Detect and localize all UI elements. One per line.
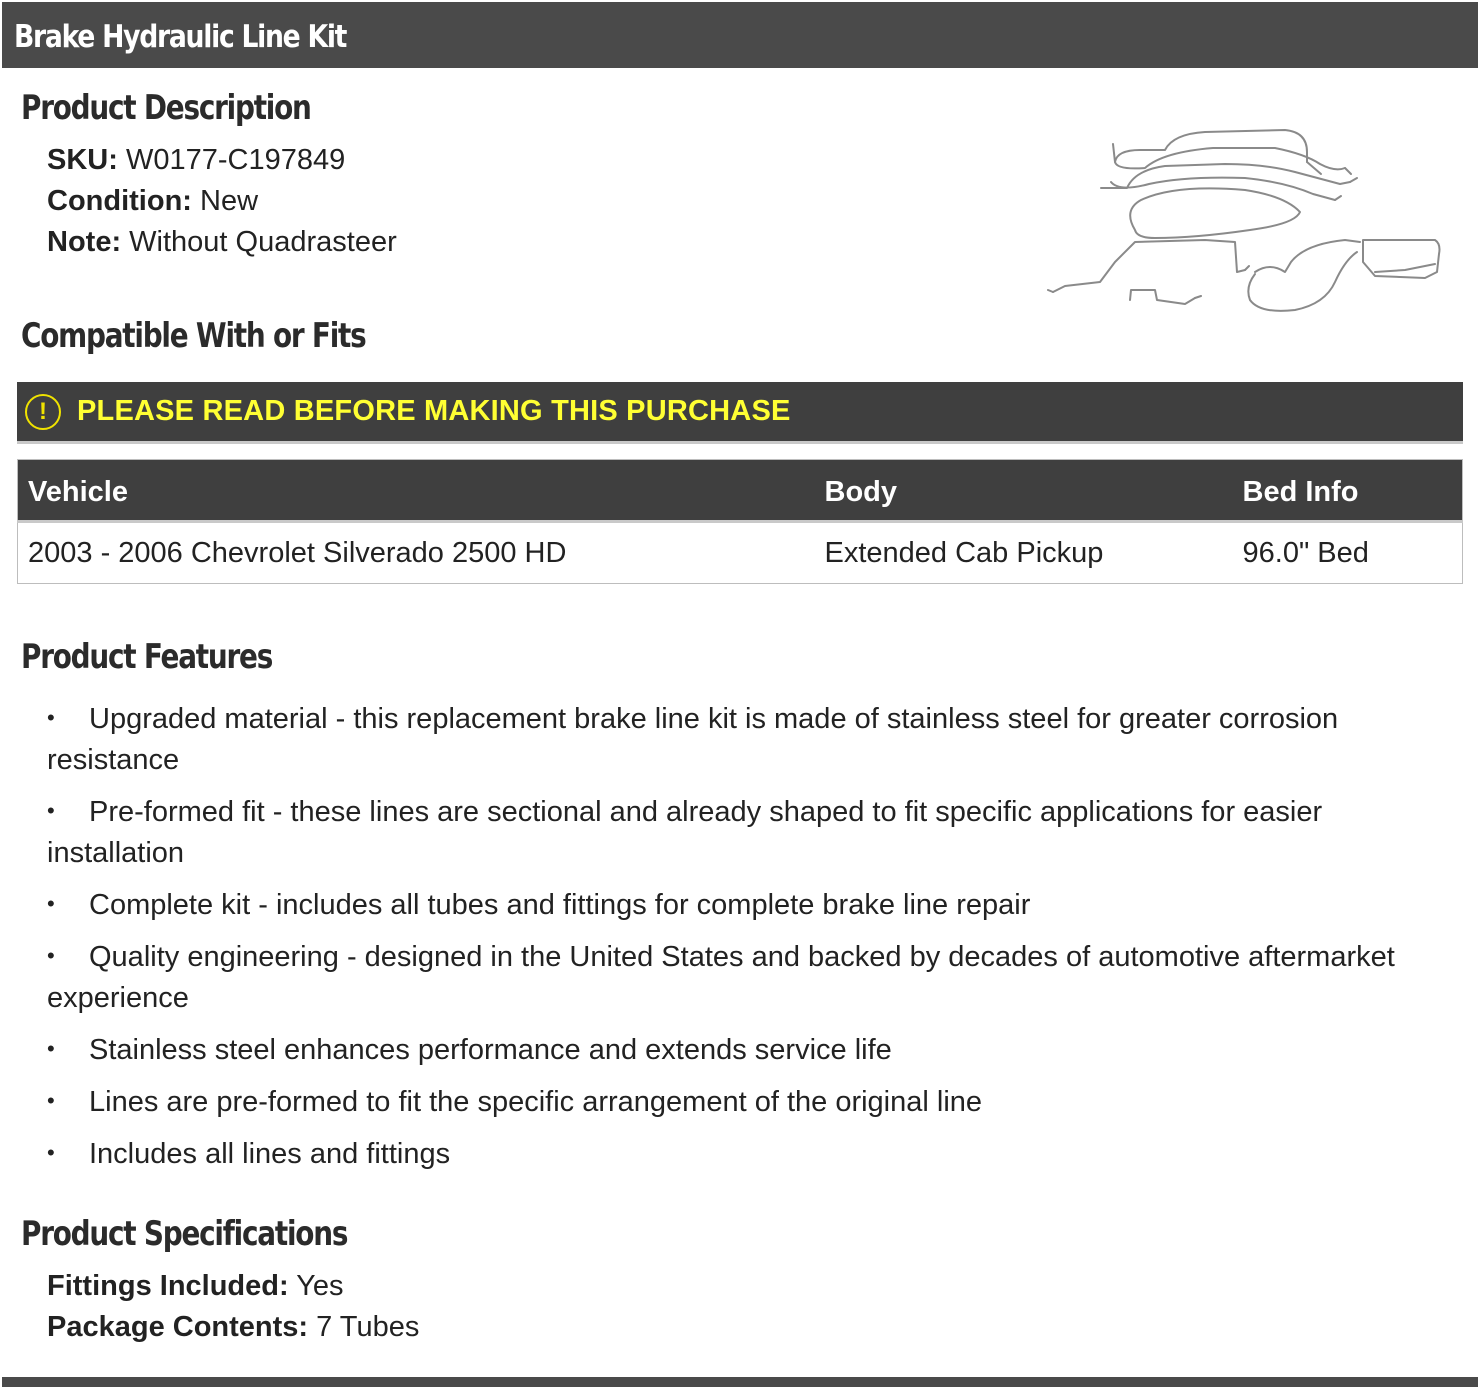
title-bar bbox=[2, 2, 1478, 68]
bullet-icon: • bbox=[47, 1036, 55, 1061]
features-heading: Product Features bbox=[21, 637, 273, 677]
list-item bbox=[47, 1028, 1462, 1071]
note-label: Note: bbox=[47, 226, 122, 258]
compat-heading: Compatible With or Fits bbox=[21, 316, 366, 356]
exclamation-circle-icon: ! bbox=[25, 394, 61, 430]
feature-text: Lines are pre-formed to fit the specific arrangement of the original line bbox=[89, 1086, 983, 1118]
sku-label: SKU: bbox=[47, 144, 118, 176]
sku-row bbox=[47, 143, 345, 177]
condition-value: New bbox=[200, 185, 259, 217]
list-item bbox=[47, 935, 1462, 1019]
bullet-icon: • bbox=[47, 1088, 55, 1113]
feature-text: Includes all lines and fittings bbox=[89, 1138, 451, 1170]
fittings-value: Yes bbox=[296, 1270, 344, 1302]
fittings-row bbox=[47, 1269, 344, 1303]
feature-text: Complete kit - includes all tubes and fittings for complete brake line repair bbox=[89, 889, 1031, 921]
column-header-bed-info: Bed Info bbox=[1233, 460, 1463, 522]
purchase-notice-text: PLEASE READ BEFORE MAKING THIS PURCHASE bbox=[77, 395, 791, 427]
cell-bed-info: 96.0" Bed bbox=[1242, 536, 1369, 569]
list-item bbox=[47, 790, 1462, 874]
table-row bbox=[18, 522, 1463, 584]
purchase-notice-banner bbox=[17, 382, 1463, 444]
table-header-row bbox=[18, 460, 1463, 522]
sku-value: W0177-C197849 bbox=[125, 144, 346, 176]
condition-label: Condition: bbox=[47, 185, 192, 217]
fitment-table bbox=[17, 459, 1463, 584]
condition-row bbox=[47, 184, 258, 218]
package-row bbox=[47, 1310, 419, 1344]
bullet-icon: • bbox=[47, 943, 55, 968]
bullet-icon: • bbox=[47, 891, 55, 916]
list-item bbox=[47, 697, 1462, 781]
feature-text: Quality engineering - designed in the United States and backed by decades of automotive aftermarket experience bbox=[47, 941, 1395, 1014]
list-item bbox=[47, 1132, 1462, 1175]
column-header-body: Body bbox=[815, 460, 1233, 522]
page-title: Brake Hydraulic Line Kit bbox=[14, 19, 347, 55]
specs-heading: Product Specifications bbox=[21, 1214, 348, 1254]
feature-text: Upgraded material - this replacement brake line kit is made of stainless steel for greater corrosion resistance bbox=[47, 703, 1339, 776]
brake-line-kit-illustration bbox=[1045, 122, 1445, 317]
feature-text: Pre-formed fit - these lines are sectional and already shaped to fit specific applications for easier installation bbox=[47, 796, 1323, 869]
fittings-label: Fittings Included: bbox=[47, 1270, 289, 1302]
note-value: Without Quadrasteer bbox=[129, 226, 397, 258]
note-row bbox=[47, 225, 397, 259]
column-header-vehicle: Vehicle bbox=[18, 460, 815, 522]
list-item bbox=[47, 1080, 1462, 1123]
package-label: Package Contents: bbox=[47, 1311, 309, 1343]
bottom-divider bbox=[2, 1377, 1478, 1387]
feature-text: Stainless steel enhances performance and extends service life bbox=[89, 1034, 892, 1066]
cell-vehicle: 2003 - 2006 Chevrolet Silverado 2500 HD bbox=[28, 536, 567, 569]
list-item bbox=[47, 883, 1462, 926]
features-list bbox=[47, 697, 1462, 1184]
description-heading: Product Description bbox=[21, 88, 311, 128]
bullet-icon: • bbox=[47, 705, 55, 730]
package-value: 7 Tubes bbox=[316, 1311, 420, 1343]
bullet-icon: • bbox=[47, 798, 55, 823]
cell-body: Extended Cab Pickup bbox=[824, 536, 1104, 569]
bullet-icon: • bbox=[47, 1140, 55, 1165]
